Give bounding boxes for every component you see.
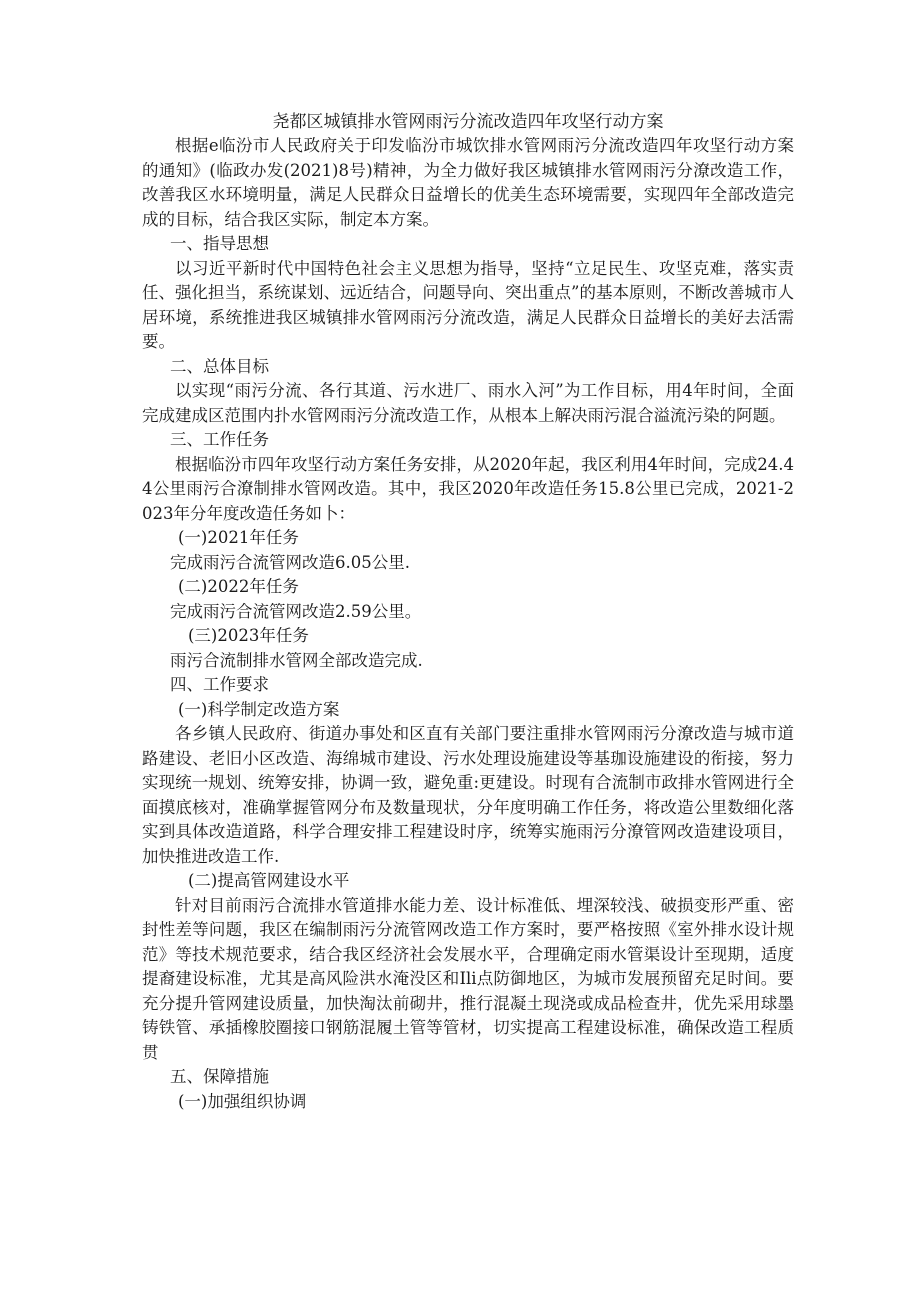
requirement-2-paragraph: 针对目前雨污合流排水管道排水能力差、设计标准低、埋深较浅、破损变形严重、密封性差等问题，我区在编制雨污分流管网改造工作方案时，要严格按照《室外排水设计规范》等技术规范要求，结合我区经济社会发展水平，合理确定雨水管渠设计至现期，适度提裔建设标准，尤其是高风险洪水淹没区和Ili点防御地区，为城市发展预留充足时间。要充分提升管网建设质量，加快淘汰前砌井，推行混凝土现浇或成品检查井，优先采用球墨铸铁管、承插橡胶圈接口钢筋混履土管等管材，切实提高工程建设标准，确保改造工程质贯 [142, 895, 794, 1062]
requirement-1-paragraph: 各乡镇人民政府、街道办事处和区直有关部门要注重排水管网雨污分潦改造与城市道路建设、老旧小区改造、海绵城市建设、污水处理设施建设等基珈设施建设的衔接，努力实现统一规划、统筹安排，协调一致，避免重:更建设。时现有合流制市政排水管网进行全面摸底核对，准确掌握管网分布及数量现状，分年度明确工作任务，将改造公里数细化落实到具体改造道路，科学合理安排工程建设时序，统筹实施雨污分潦管网改造建设项目，加快推进改造工作. [142, 724, 794, 866]
measure-1-heading: (一)加强组织协调 [178, 1091, 307, 1111]
task-2022-heading: (二)2022年任务 [178, 577, 299, 596]
section-heading-guiding-thought: 一、指导思想 [170, 234, 269, 253]
section-heading-safeguards: 五、保障措施 [170, 1067, 269, 1086]
tasks-paragraph: 根据临汾市四年攻坚行动方案任务安排，从2020年起，我区利用4年时间，完成24.44公里雨污合潦制排水管网改造。其中，我区2020年改造任务15.8公里已完成，2021-2023年分年度改造任务如卜： [142, 454, 794, 523]
section-heading-overall-goal: 二、总体目标 [170, 356, 269, 376]
task-2021-heading: (一)2021年任务 [178, 528, 299, 547]
task-2021-text: 完成雨污合流管网改造6.05公里. [170, 552, 410, 572]
guiding-thought-paragraph: 以习近平新时代中国特色社会主义思想为指导，坚持“立足民生、攻坚克难，落实责任、强化担当，系统谋划、远近结合，问题导向、突出重点”的基本原则，不断改善城市人居环境，系统推进我区城镇排水管网雨污分流改造，满足人民群众日益增长的美好去活需要。 [142, 258, 794, 351]
intro-paragraph: 根据e临汾市人民政府关于印发临汾市城饮排水管网雨污分流改造四年攻坚行动方案的通知》(临政办发(2021)8号)精神，为全力做好我区城镇排水管网雨污分潦改造工作，改善我区水环境明量，满足人民群众日益增长的优美生态环境需要，实现四年全部改造完成的目标，结合我区实际，制定本方案。 [142, 136, 794, 229]
task-2023-text: 雨污合流制排水管网全部改造完成. [170, 650, 423, 670]
task-2023-heading: (三)2023年任务 [188, 626, 309, 645]
section-heading-requirements: 四、工作要求 [170, 675, 269, 694]
document-title: 尧都区城镇排水管网雨污分流改造四年攻坚行动方案 [272, 112, 664, 132]
requirement-2-heading: (二)提高管网建设水平 [188, 871, 350, 890]
overall-goal-paragraph: 以实现“雨污分流、各行其道、污水进厂、雨水入河”为工作目标，用4年时间，全面完成建成区范围内扑水管网雨污分流改造工作，从根本上解决雨污混合溢流污染的阿题。 [142, 381, 794, 425]
document-page [142, 110, 794, 1114]
task-2022-text: 完成雨污合流管网改造2.59公里。 [170, 601, 422, 621]
requirement-1-heading: (一)科学制定改造方案 [178, 699, 340, 719]
section-heading-tasks: 三、工作任务 [170, 430, 269, 449]
